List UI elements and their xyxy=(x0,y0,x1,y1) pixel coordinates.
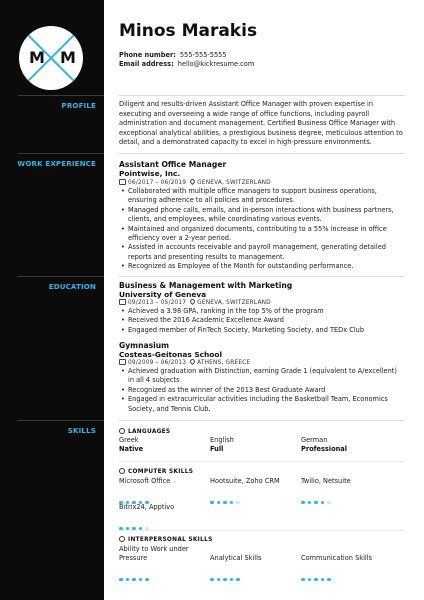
rating-dot-filled xyxy=(210,501,214,505)
rating-dot-filled xyxy=(314,501,318,505)
list-item: • Engaged member of FinTech Society, Marketing Society, and TEDx Club xyxy=(128,326,404,335)
monogram-logo xyxy=(19,26,83,90)
list-item: • Achieved graduation with Distinction, earning Grade 1 (equivalent to A/excellent) in all 4 subjects xyxy=(128,367,404,386)
degree-title: Business & Management with Marketing xyxy=(119,281,293,290)
rating-dot-filled xyxy=(321,501,325,505)
rating-dot-filled xyxy=(230,578,234,582)
rating-dot-filled xyxy=(119,578,123,582)
skill-rating xyxy=(210,566,243,571)
skill-rating xyxy=(119,566,152,571)
rating-dot-filled xyxy=(301,578,305,582)
sidebar-divider xyxy=(18,153,104,154)
rating-dot-filled xyxy=(223,578,227,582)
list-item: • Recognized as the winner of the 2013 Best Graduate Award xyxy=(128,386,404,395)
rating-dot-filled xyxy=(308,578,312,582)
education-dates: 09/2009 – 06/2013 xyxy=(128,360,187,366)
rating-dot-filled xyxy=(308,501,312,505)
language-name: English xyxy=(210,436,234,444)
education-bullets xyxy=(128,307,404,335)
content-divider xyxy=(119,153,405,154)
rating-dot-filled xyxy=(132,578,136,582)
job-title: Assistant Office Manager xyxy=(119,160,227,169)
section-label-profile: PROFILE xyxy=(61,102,96,110)
list-item: • Assisted in accounts receivable and payroll management, generating detailed reports and presenting results to management. xyxy=(128,243,404,262)
job-dates: 06/2017 – 06/2019 xyxy=(128,180,187,186)
skill-rating xyxy=(119,489,152,494)
location-pin-icon xyxy=(189,178,196,185)
languages-icon xyxy=(119,428,125,434)
email-label: Email address: xyxy=(119,60,174,68)
rating-dot-filled xyxy=(223,501,227,505)
rating-dot-filled xyxy=(145,578,149,582)
rating-dot-filled xyxy=(301,501,305,505)
list-item: • Received the 2016 Academic Excellence Award xyxy=(128,316,404,325)
skill-name: Microsoft Office xyxy=(119,477,171,485)
company-name: Pointwise, Inc. xyxy=(119,169,181,178)
skill-rating xyxy=(301,566,334,571)
job-bullets xyxy=(128,187,404,272)
list-item: • Achieved a 3.98 GPA, ranking in the top 5% of the program xyxy=(128,307,404,316)
content-divider xyxy=(119,276,405,277)
content-divider xyxy=(119,420,405,421)
rating-dot-filled xyxy=(321,578,325,582)
section-label-education: EDUCATION xyxy=(48,283,96,291)
language-name: German xyxy=(301,436,328,444)
rating-dot-filled xyxy=(210,578,214,582)
rating-dot-filled xyxy=(126,578,130,582)
section-label-work: WORK EXPERIENCE xyxy=(17,160,96,168)
education-location: ATHENS, GREECE xyxy=(197,360,251,366)
education-meta xyxy=(119,299,271,306)
logo-initial-last: M xyxy=(60,48,76,67)
list-item: • Maintained and organized documents, contributing to a 55% increase in office efficiency over a 2-year period. xyxy=(128,225,404,244)
school-name: University of Geneva xyxy=(119,290,207,299)
sidebar-divider xyxy=(18,276,104,277)
computer-icon xyxy=(119,468,125,474)
location-pin-icon xyxy=(189,298,196,305)
location-pin-icon xyxy=(189,358,196,365)
languages-heading: LANGUAGES xyxy=(119,428,170,435)
phone-value: 555-555-5555 xyxy=(179,51,227,59)
interpersonal-skills-heading: INTERPERSONAL SKILLS xyxy=(119,536,213,543)
calendar-icon xyxy=(119,359,126,365)
interpersonal-icon xyxy=(119,536,125,542)
skill-name: Twilio, Netsuite xyxy=(301,477,351,485)
contact-email-row xyxy=(119,60,254,68)
sidebar-divider xyxy=(18,420,104,421)
skill-name: Analytical Skills xyxy=(210,554,262,562)
calendar-icon xyxy=(119,179,126,185)
skill-rating xyxy=(301,489,334,494)
rating-dot-empty xyxy=(327,501,331,505)
sidebar xyxy=(0,0,104,600)
job-location: GENEVA, SWITZERLAND xyxy=(197,180,271,186)
list-item: • Managed phone calls, emails, and in-person interactions with business partners, clients, and employees, while coordinating various events. xyxy=(128,206,404,225)
education-bullets xyxy=(128,367,404,414)
sidebar-divider xyxy=(18,95,104,96)
skill-name: Communication Skills xyxy=(301,554,373,562)
rating-dot-filled xyxy=(230,501,234,505)
rating-dot-empty xyxy=(236,501,240,505)
calendar-icon xyxy=(119,299,126,305)
contact-phone-row xyxy=(119,51,227,59)
email-value: hello@kickresume.com xyxy=(177,60,255,68)
phone-label: Phone number: xyxy=(119,51,176,59)
job-meta xyxy=(119,179,271,186)
language-level: Native xyxy=(119,445,144,453)
skill-name: Ability to Work under Pressure xyxy=(119,545,189,562)
rating-dot-filled xyxy=(217,501,221,505)
rating-dot-filled xyxy=(139,578,143,582)
list-item: • Engaged in extracurricular activities including the Basketball Team, Economics Society, and Tennis Club. xyxy=(128,395,404,414)
rating-dot-filled xyxy=(217,578,221,582)
language-name: Greek xyxy=(119,436,139,444)
list-item: • Recognized as Employee of the Month for outstanding performance. xyxy=(128,262,404,271)
candidate-name: Minos Marakis xyxy=(119,21,258,41)
skills-divider xyxy=(119,461,405,462)
logo-initial-first: M xyxy=(29,48,45,67)
skill-rating xyxy=(210,489,243,494)
skill-name: Hootsuite, Zoho CRM xyxy=(210,477,280,485)
language-level: Professional xyxy=(301,445,347,453)
language-level: Full xyxy=(210,445,224,453)
education-dates: 09/2013 – 05/2017 xyxy=(128,300,187,306)
profile-summary: Diligent and results-driven Assistant Office Manager with proven expertise in executing and overseeing a wide range of office functions, including payroll administration and document management. Certified Business Office Manager with exceptional analytical abilities, a prestigious business degree, meticulous attention to detail, and a demonstrated capacity to excel in high-pressure environments. xyxy=(119,100,403,147)
school-name: Costeas-Geitonas School xyxy=(119,350,222,359)
content-divider xyxy=(119,95,405,96)
education-location: GENEVA, SWITZERLAND xyxy=(197,300,271,306)
skill-name: Bitrix24, Apptivo xyxy=(119,503,175,511)
rating-dot-filled xyxy=(314,578,318,582)
degree-title: Gymnasium xyxy=(119,341,170,350)
list-item: • Collaborated with multiple office managers to support business operations, ensuring adherence to all policies and procedures. xyxy=(128,187,404,206)
education-meta xyxy=(119,359,250,366)
rating-dot-filled xyxy=(236,578,240,582)
rating-dot-filled xyxy=(327,578,331,582)
computer-skills-heading: COMPUTER SKILLS xyxy=(119,468,193,475)
skill-rating xyxy=(119,515,152,520)
section-label-skills: SKILLS xyxy=(67,427,96,435)
skills-divider xyxy=(119,530,405,531)
